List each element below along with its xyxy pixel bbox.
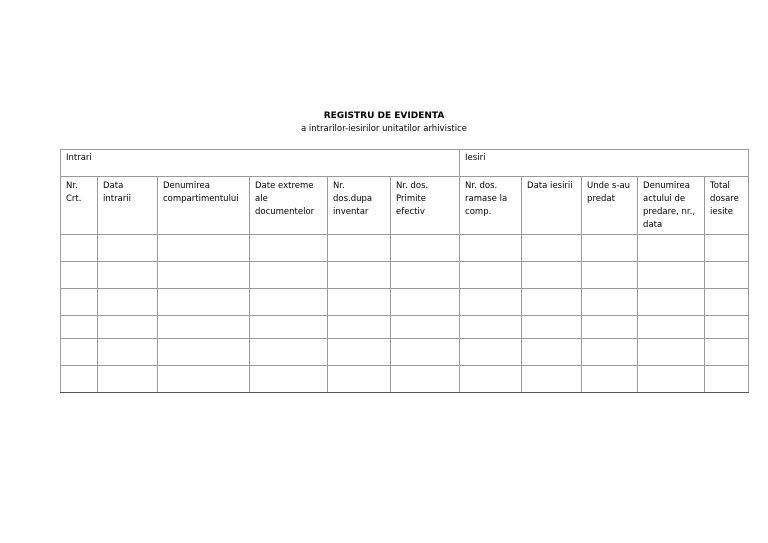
table-cell[interactable] bbox=[582, 235, 638, 262]
table-cell[interactable] bbox=[250, 316, 328, 339]
table-cell[interactable] bbox=[522, 339, 582, 366]
table-cell[interactable] bbox=[705, 339, 749, 366]
table-cell[interactable] bbox=[328, 339, 391, 366]
table-cell[interactable] bbox=[98, 316, 158, 339]
table-cell[interactable] bbox=[328, 235, 391, 262]
table-cell[interactable] bbox=[522, 235, 582, 262]
table-cell[interactable] bbox=[638, 235, 705, 262]
table-cell[interactable] bbox=[61, 262, 98, 289]
table-row bbox=[61, 316, 749, 339]
col-header-nr-crt: Nr. Crt. bbox=[61, 177, 98, 235]
table-row bbox=[61, 339, 749, 366]
table-cell[interactable] bbox=[522, 289, 582, 316]
table-cell[interactable] bbox=[158, 235, 250, 262]
table-cell[interactable] bbox=[158, 316, 250, 339]
col-header-unde-predat: Unde s-au predat bbox=[582, 177, 638, 235]
table-cell[interactable] bbox=[98, 366, 158, 393]
table-cell[interactable] bbox=[250, 366, 328, 393]
table-cell[interactable] bbox=[391, 235, 460, 262]
col-header-nr-dos-inventar: Nr. dos.dupa inventar bbox=[328, 177, 391, 235]
table-cell[interactable] bbox=[460, 235, 522, 262]
table-cell[interactable] bbox=[158, 339, 250, 366]
table-cell[interactable] bbox=[460, 289, 522, 316]
table-cell[interactable] bbox=[250, 339, 328, 366]
table-cell[interactable] bbox=[250, 289, 328, 316]
table-cell[interactable] bbox=[582, 366, 638, 393]
table-cell[interactable] bbox=[61, 366, 98, 393]
table-cell[interactable] bbox=[638, 366, 705, 393]
col-header-nr-dos-ramase: Nr. dos. ramase la comp. bbox=[460, 177, 522, 235]
table-cell[interactable] bbox=[391, 262, 460, 289]
document-title: REGISTRU DE EVIDENTA bbox=[323, 111, 445, 121]
col-header-nr-dos-primite: Nr. dos. Primite efectiv bbox=[391, 177, 460, 235]
table-cell[interactable] bbox=[638, 262, 705, 289]
table-cell[interactable] bbox=[705, 262, 749, 289]
table-cell[interactable] bbox=[522, 366, 582, 393]
table-cell[interactable] bbox=[61, 339, 98, 366]
table-cell[interactable] bbox=[705, 366, 749, 393]
col-header-date-extreme: Date extreme ale documentelor bbox=[250, 177, 328, 235]
table-cell[interactable] bbox=[98, 235, 158, 262]
table-cell[interactable] bbox=[638, 289, 705, 316]
table-cell[interactable] bbox=[460, 262, 522, 289]
col-header-denumirea-actului: Denumirea actului de predare, nr., data bbox=[638, 177, 705, 235]
table-cell[interactable] bbox=[250, 262, 328, 289]
col-header-data-intrarii: Data intrarii bbox=[98, 177, 158, 235]
table-cell[interactable] bbox=[158, 289, 250, 316]
table-cell[interactable] bbox=[391, 316, 460, 339]
table-row bbox=[61, 289, 749, 316]
table-cell[interactable] bbox=[328, 289, 391, 316]
table-cell[interactable] bbox=[391, 339, 460, 366]
table-cell[interactable] bbox=[391, 289, 460, 316]
table-cell[interactable] bbox=[61, 316, 98, 339]
col-header-total-dosare: Total dosare iesite bbox=[705, 177, 749, 235]
table-cell[interactable] bbox=[391, 366, 460, 393]
table-cell[interactable] bbox=[582, 289, 638, 316]
table-cell[interactable] bbox=[328, 366, 391, 393]
table-cell[interactable] bbox=[98, 289, 158, 316]
table-cell[interactable] bbox=[61, 289, 98, 316]
table-cell[interactable] bbox=[582, 316, 638, 339]
table-cell[interactable] bbox=[522, 316, 582, 339]
table-row bbox=[61, 235, 749, 262]
table-cell[interactable] bbox=[522, 262, 582, 289]
table-cell[interactable] bbox=[460, 366, 522, 393]
table-cell[interactable] bbox=[158, 366, 250, 393]
table-cell[interactable] bbox=[328, 262, 391, 289]
section-iesiri: Iesiri bbox=[460, 150, 749, 177]
table-cell[interactable] bbox=[705, 235, 749, 262]
table-cell[interactable] bbox=[582, 339, 638, 366]
table-cell[interactable] bbox=[328, 316, 391, 339]
table-cell[interactable] bbox=[61, 235, 98, 262]
section-intrari: Intrari bbox=[61, 150, 460, 177]
table-cell[interactable] bbox=[250, 235, 328, 262]
table-cell[interactable] bbox=[98, 262, 158, 289]
section-header-row bbox=[61, 150, 749, 177]
table-cell[interactable] bbox=[460, 316, 522, 339]
table-cell[interactable] bbox=[158, 262, 250, 289]
table-cell[interactable] bbox=[582, 262, 638, 289]
table-cell[interactable] bbox=[98, 339, 158, 366]
table-cell[interactable] bbox=[705, 289, 749, 316]
document-subtitle: a intrarilor-iesirilor unitatilor arhivistice bbox=[301, 124, 467, 134]
column-header-row bbox=[61, 177, 749, 235]
table-row bbox=[61, 366, 749, 393]
register-table bbox=[60, 149, 749, 393]
table-cell[interactable] bbox=[638, 316, 705, 339]
table-row bbox=[61, 262, 749, 289]
col-header-data-iesirii: Data iesirii bbox=[522, 177, 582, 235]
col-header-denumirea-compartimentului: Denumirea compartimentului bbox=[158, 177, 250, 235]
table-cell[interactable] bbox=[705, 316, 749, 339]
table-cell[interactable] bbox=[460, 339, 522, 366]
table-cell[interactable] bbox=[638, 339, 705, 366]
